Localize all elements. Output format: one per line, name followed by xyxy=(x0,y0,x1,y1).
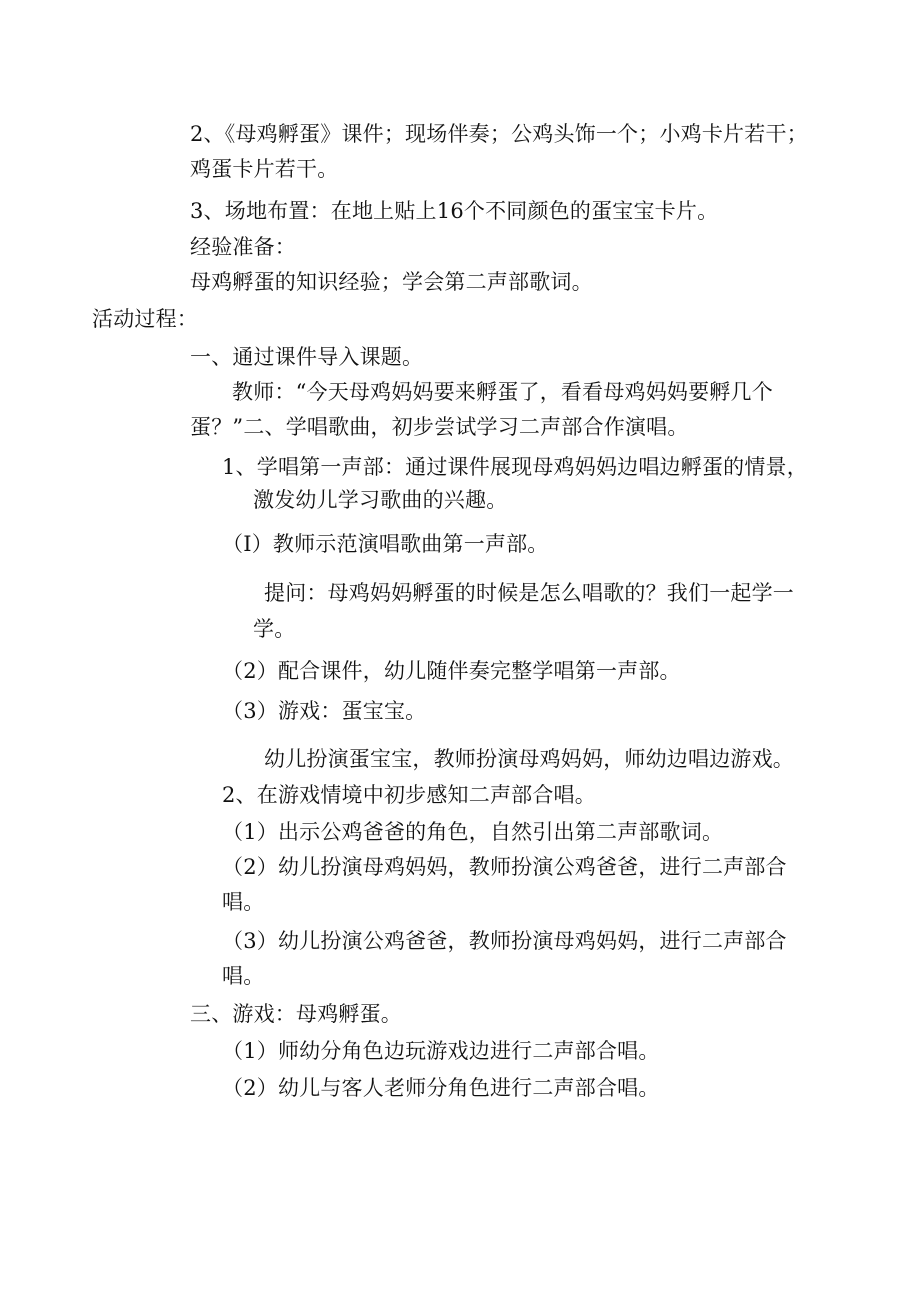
section-1-heading: 一、通过课件导入课题。 xyxy=(190,345,424,369)
activity-process-heading: 活动过程： xyxy=(92,307,198,331)
step-2-2: （2）幼儿扮演母鸡妈妈，教师扮演公鸡爸爸，进行二声部合 xyxy=(222,855,787,879)
material-item-2-continued: 鸡蛋卡片若干。 xyxy=(190,157,339,181)
question-line: 提问：母鸡妈妈孵蛋的时候是怎么唱歌的？我们一起学一 xyxy=(264,581,794,605)
step-1-2: （2）配合课件，幼儿随伴奏完整学唱第一声部。 xyxy=(222,659,681,683)
step-3-2: （2）幼儿与客人老师分角色进行二声部合唱。 xyxy=(222,1076,660,1100)
material-item-2: 2、《母鸡孵蛋》课件；现场伴奏；公鸡头饰一个；小鸡卡片若干； xyxy=(190,122,808,146)
experience-prep-heading: 经验准备： xyxy=(190,235,296,259)
subsection-1-heading-continued: 激发幼儿学习歌曲的兴趣。 xyxy=(253,488,508,512)
subsection-1-heading: 1、学唱第一声部：通过课件展现母鸡妈妈边唱边孵蛋的情景， xyxy=(222,455,808,479)
step-1-1: （I）教师示范演唱歌曲第一声部。 xyxy=(222,532,549,556)
section-1-teacher-line-continued: 蛋？”二、学唱歌曲，初步尝试学习二声部合作演唱。 xyxy=(190,415,689,439)
section-3-heading: 三、游戏：母鸡孵蛋。 xyxy=(190,1002,402,1026)
step-2-3: （3）幼儿扮演公鸡爸爸，教师扮演母鸡妈妈，进行二声部合 xyxy=(222,929,787,953)
subsection-2-heading: 2、在游戏情境中初步感知二声部合唱。 xyxy=(222,783,596,807)
step-3-1: （1）师幼分角色边玩游戏边进行二声部合唱。 xyxy=(222,1039,660,1063)
step-2-2-continued: 唱。 xyxy=(222,890,265,914)
step-2-1: （1）出示公鸡爸爸的角色，自然引出第二声部歌词。 xyxy=(222,820,724,844)
game-description: 幼儿扮演蛋宝宝，教师扮演母鸡妈妈，师幼边唱边游戏。 xyxy=(264,747,794,771)
question-line-continued: 学。 xyxy=(253,617,296,641)
experience-prep-text: 母鸡孵蛋的知识经验；学会第二声部歌词。 xyxy=(190,270,593,294)
step-1-3: （3）游戏：蛋宝宝。 xyxy=(222,699,427,723)
section-1-teacher-line: 教师：“今天母鸡妈妈要来孵蛋了，看看母鸡妈妈要孵几个 xyxy=(232,380,773,404)
step-2-3-continued: 唱。 xyxy=(222,964,265,988)
material-item-3: 3、场地布置：在地上贴上16个不同颜色的蛋宝宝卡片。 xyxy=(190,199,719,223)
